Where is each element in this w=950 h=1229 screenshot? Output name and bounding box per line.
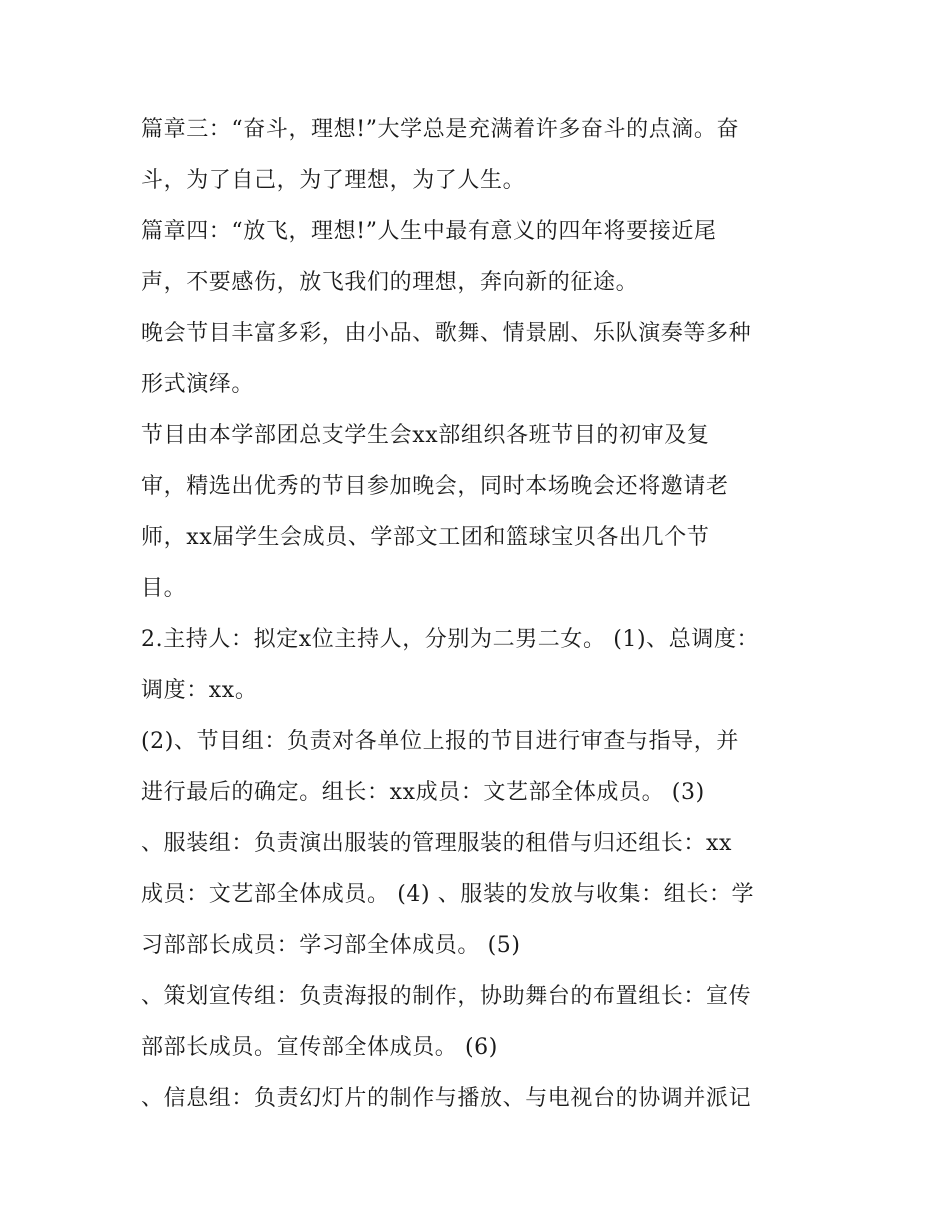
- text-line: 斗，为了自己，为了理想，为了人生。: [141, 168, 526, 193]
- text-line: 形式演绎。: [141, 372, 255, 397]
- text-line: 、服装组：负责演出服装的管理服装的租借与归还组长：xx: [141, 831, 733, 856]
- text-line: 篇章三：“奋斗，理想!”大学总是充满着许多奋斗的点滴。奋: [141, 117, 740, 142]
- text-line: 部部长成员。宣传部全体成员。 (6): [141, 1035, 498, 1060]
- text-line: 篇章四：“放飞，理想!”人生中最有意义的四年将要接近尾: [141, 219, 717, 244]
- text-line: 调度：xx。: [141, 678, 258, 703]
- text-line: 师，xx届学生会成员、学部文工团和篮球宝贝各出几个节: [141, 525, 710, 550]
- text-line: 审，精选出优秀的节目参加晚会，同时本场晚会还将邀请老: [141, 474, 729, 499]
- body-text: [141, 104, 821, 1124]
- text-line: 、信息组：负责幻灯片的制作与播放、与电视台的协调并派记: [141, 1086, 752, 1111]
- text-line: 习部部长成员：学习部全体成员。 (5): [141, 933, 521, 958]
- text-line: 成员：文艺部全体成员。 (4) 、服装的发放与收集：组长：学: [141, 882, 755, 907]
- text-line: 、策划宣传组：负责海报的制作，协助舞台的布置组长：宣传: [141, 984, 752, 1009]
- text-line: 进行最后的确定。组长：xx成员：文艺部全体成员。 (3): [141, 780, 705, 805]
- text-line: 晚会节目丰富多彩，由小品、歌舞、情景剧、乐队演奏等多种: [141, 321, 752, 346]
- text-line: 目。: [141, 576, 187, 601]
- text-line: 2.主持人：拟定x位主持人，分别为二男二女。 (1)、总调度：: [141, 627, 760, 652]
- text-line: 节目由本学部团总支学生会xx部组织各班节目的初审及复: [141, 423, 710, 448]
- text-line: (2)、节目组：负责对各单位上报的节目进行审查与指导，并: [141, 729, 739, 754]
- text-line: 声，不要感伤，放飞我们的理想，奔向新的征途。: [141, 270, 639, 295]
